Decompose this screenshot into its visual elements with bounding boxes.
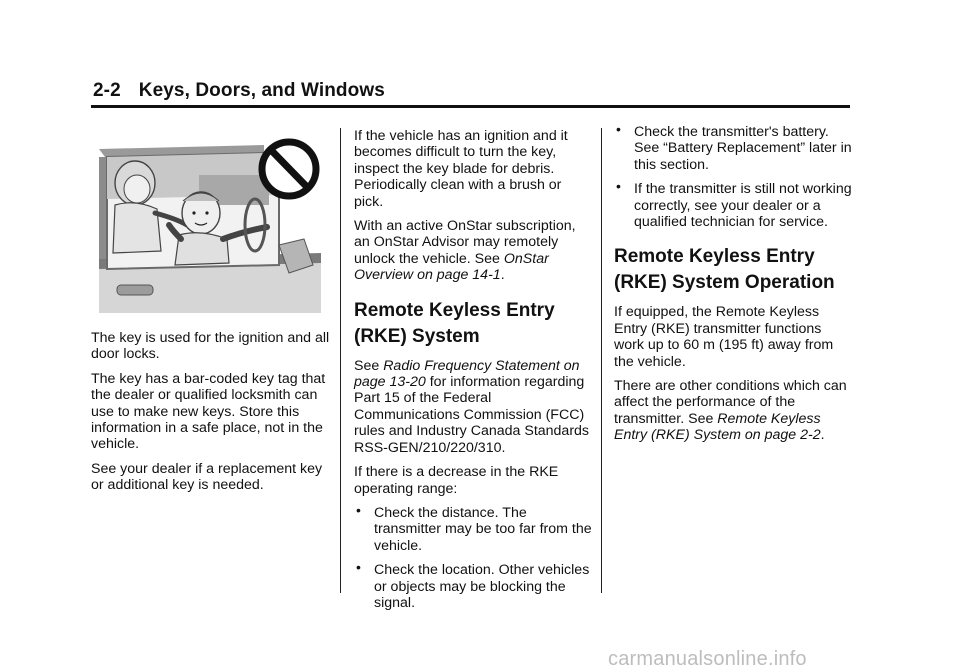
column-3 [614,121,852,452]
paragraph: If the vehicle has an ignition and it becomes difficult to turn the key, inspect the key blade for debris. Periodically clean with a brush or pick. [354,128,568,210]
bullet-item [614,121,852,173]
cross-reference-link[interactable]: Radio Frequency Statement on page 13-20 [354,357,580,391]
bullet-icon: • [616,178,621,195]
paragraph: If there is a decrease in the RKE operating range: [354,464,559,497]
bullet-text: Check the distance. The transmitter may be too far from the vehicle. [374,504,592,554]
paragraph [354,218,594,284]
children-in-car-illustration [99,135,321,313]
bullet-icon: • [616,121,621,137]
bullet-text: If the transmitter is still not working correctly, see your dealer or a qualified technician for service. [634,181,852,231]
watermark: carmanualsonline.info [608,648,807,670]
paragraph [354,358,594,456]
bullet-item [354,501,594,554]
section-heading: Remote Keyless Entry (RKE) System Operation [614,246,835,294]
text: With an active OnStar subscription, an OnStar Advisor may remotely unlock the vehicle. See [354,218,576,267]
column-divider-1 [340,128,341,593]
page-number: 2-2 [93,80,121,101]
bullet-item [354,559,594,611]
text: . [500,267,505,284]
paragraph: The key has a bar-coded key tag that the dealer or qualified locksmith can use to make new keys. Store this information in a safe place, not in the vehicle. [91,370,326,453]
section-title: Keys, Doors, and Windows [138,80,385,101]
section-heading: Remote Keyless Entry (RKE) System [354,299,555,347]
header-rule [91,105,850,108]
bullet-icon: • [356,501,361,518]
paragraph: If equipped, the Remote Keyless Entry (RKE) transmitter functions work up to 60 m (195 ft) away from the vehicle. [614,304,834,370]
text: There are other conditions which can affect the performance of the transmitter. See [614,378,847,427]
column-1 [91,330,331,502]
paragraph: The key is used for the ignition and all door locks. [91,330,330,363]
column-2 [354,128,594,619]
bullet-item [614,178,852,231]
cross-reference-link[interactable]: Remote Keyless Entry (RKE) System on page 2-2 [614,410,821,444]
bullet-text: Check the transmitter's battery. See “Battery Replacement” later in this section. [634,124,852,173]
column-divider-2 [601,128,602,593]
text: for information regarding Part 15 of the Federal Communications Commission (FCC) rules and Industry Canada Standards RSS-GEN/210/220/310. [354,374,590,456]
paragraph: See your dealer if a replacement key or additional key is needed. [91,460,323,494]
text: See [354,357,384,374]
bullet-text: Check the location. Other vehicles or objects may be blocking the signal. [374,562,590,611]
paragraph [614,378,852,444]
page-header [93,80,385,102]
cross-reference-link[interactable]: OnStar Overview on page 14-1 [354,250,549,284]
bullet-icon: • [356,559,361,576]
text: . [820,427,825,444]
